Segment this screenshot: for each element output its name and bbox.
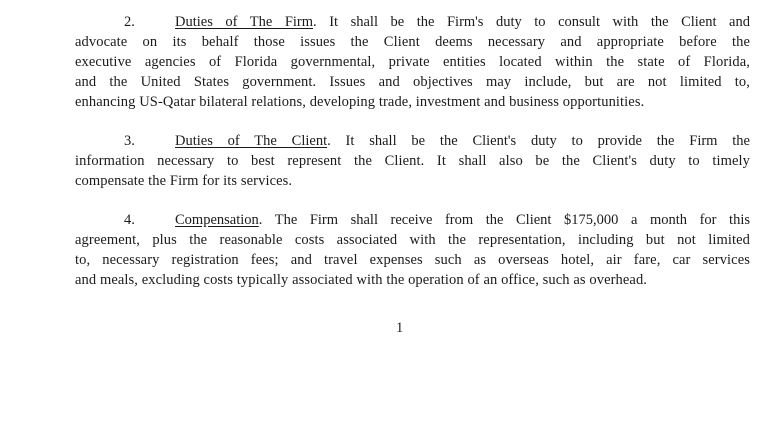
section-compensation [75, 210, 750, 290]
section-number: 2. [124, 14, 135, 30]
section-line: executive agencies of Florida governmental, private entities located within the state of Florida, [75, 54, 750, 70]
section-first-line [175, 131, 750, 151]
section-first-line-text: . The Firm shall receive from the Client $175,000 a month for this [258, 212, 750, 228]
section-heading: Duties of The Client [175, 133, 328, 149]
section-line: and meals, excluding costs typically associated with the operation of an office, such as overhead. [75, 272, 648, 288]
section-line: agreement, plus the reasonable costs associated with the representation, including but not limited [75, 232, 750, 248]
section-line: information necessary to best represent the Client. It shall also be the Client's duty to timely [75, 153, 750, 169]
section-heading: Compensation [175, 212, 259, 228]
section-duties-of-firm [75, 12, 750, 112]
section-duties-of-client [75, 131, 750, 191]
section-first-line [175, 210, 750, 230]
section-line: and the United States government. Issues and objectives may include, but are not limited to, [75, 74, 750, 90]
section-number: 4. [124, 212, 135, 228]
section-first-line [175, 12, 750, 32]
section-number: 3. [124, 133, 135, 149]
section-heading: Duties of The Firm [175, 14, 314, 30]
section-line: advocate on its behalf those issues the Client deems necessary and appropriate before the [75, 34, 750, 50]
section-line: enhancing US-Qatar bilateral relations, developing trade, investment and business opportunities. [75, 94, 645, 110]
section-line: compensate the Firm for its services. [75, 173, 293, 189]
page-number: 1 [396, 320, 404, 336]
section-first-line-text: . It shall be the Firm's duty to consult with the Client and [313, 14, 750, 30]
section-line: to, necessary registration fees; and travel expenses such as overseas hotel, air fare, car services [75, 252, 750, 268]
section-first-line-text: . It shall be the Client's duty to provide the Firm the [327, 133, 750, 149]
